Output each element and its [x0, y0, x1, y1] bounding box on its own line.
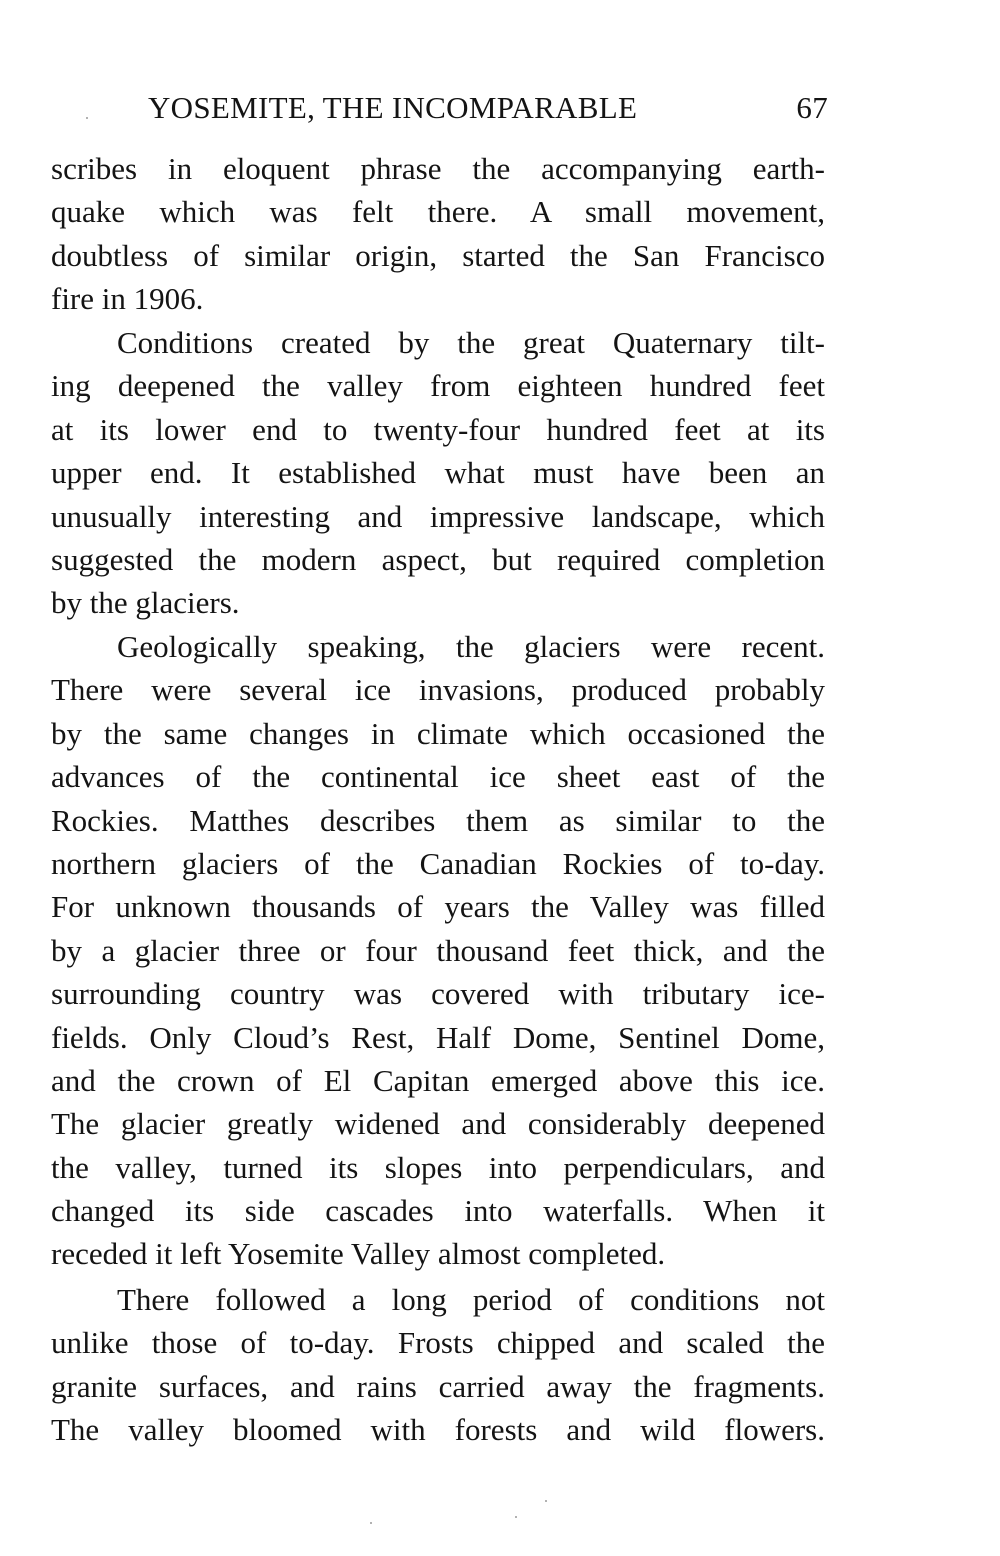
text-line: upper end. It established what must have been an: [51, 455, 825, 491]
text-line: advances of the continental ice sheet east of the: [51, 759, 825, 795]
text-line: scribes in eloquent phrase the accompanying earth-: [51, 151, 825, 186]
paragraph-4: [51, 1278, 825, 1452]
text-line: suggested the modern aspect, but required completion: [51, 541, 825, 577]
scan-speck: [370, 1522, 372, 1524]
page-number: 67: [796, 90, 828, 125]
text-line: receded it left Yosemite Valley almost completed.: [51, 1236, 666, 1272]
paragraph-3: [51, 625, 825, 1276]
text-line: There were several ice invasions, produced probably: [51, 672, 825, 708]
text-line: Conditions created by the great Quaternary tilt-: [117, 325, 825, 360]
text-line: surrounding country was covered with tributary ice-: [51, 976, 825, 1012]
text-line: The valley bloomed with forests and wild flowers.: [51, 1412, 825, 1448]
text-line: the valley, turned its slopes into perpendiculars, and: [51, 1149, 825, 1185]
scan-speck: [545, 1500, 547, 1502]
text-line: unlike those of to-day. Frosts chipped and scaled the: [51, 1325, 825, 1361]
text-line: Rockies. Matthes describes them as similar to the: [51, 802, 825, 838]
text-line: by a glacier three or four thousand feet thick, and the: [51, 932, 825, 968]
running-head: [148, 86, 828, 130]
text-line: by the same changes in climate which occasioned the: [51, 715, 825, 751]
text-line: unusually interesting and impressive landscape, which: [51, 498, 825, 534]
text-line: and the crown of El Capitan emerged above this ice.: [51, 1062, 825, 1098]
text-line: northern glaciers of the Canadian Rockies of to-day.: [51, 845, 825, 881]
running-title: YOSEMITE, THE INCOMPARABLE: [148, 90, 638, 125]
text-line: fire in 1906.: [51, 281, 204, 317]
text-line: The glacier greatly widened and considerably deepened: [51, 1106, 825, 1142]
scan-speck: [515, 1516, 517, 1518]
text-line: changed its side cascades into waterfalls. When it: [51, 1193, 825, 1229]
text-line: Geologically speaking, the glaciers were recent.: [117, 629, 825, 664]
text-line: ing deepened the valley from eighteen hundred feet: [51, 368, 825, 404]
text-line: at its lower end to twenty-four hundred feet at its: [51, 411, 825, 447]
text-line: quake which was felt there. A small movement,: [51, 194, 825, 230]
text-line: fields. Only Cloud’s Rest, Half Dome, Sentinel Dome,: [51, 1019, 825, 1055]
text-line: doubtless of similar origin, started the San Francisco: [51, 237, 825, 273]
scan-speck: [86, 117, 88, 119]
paragraph-2: [51, 321, 825, 625]
text-line: For unknown thousands of years the Valley was filled: [51, 889, 825, 925]
text-line: granite surfaces, and rains carried away the fragments.: [51, 1368, 825, 1404]
paragraph-1: [51, 147, 825, 321]
text-line: There followed a long period of conditions not: [117, 1282, 825, 1317]
text-line: by the glaciers.: [51, 585, 240, 621]
